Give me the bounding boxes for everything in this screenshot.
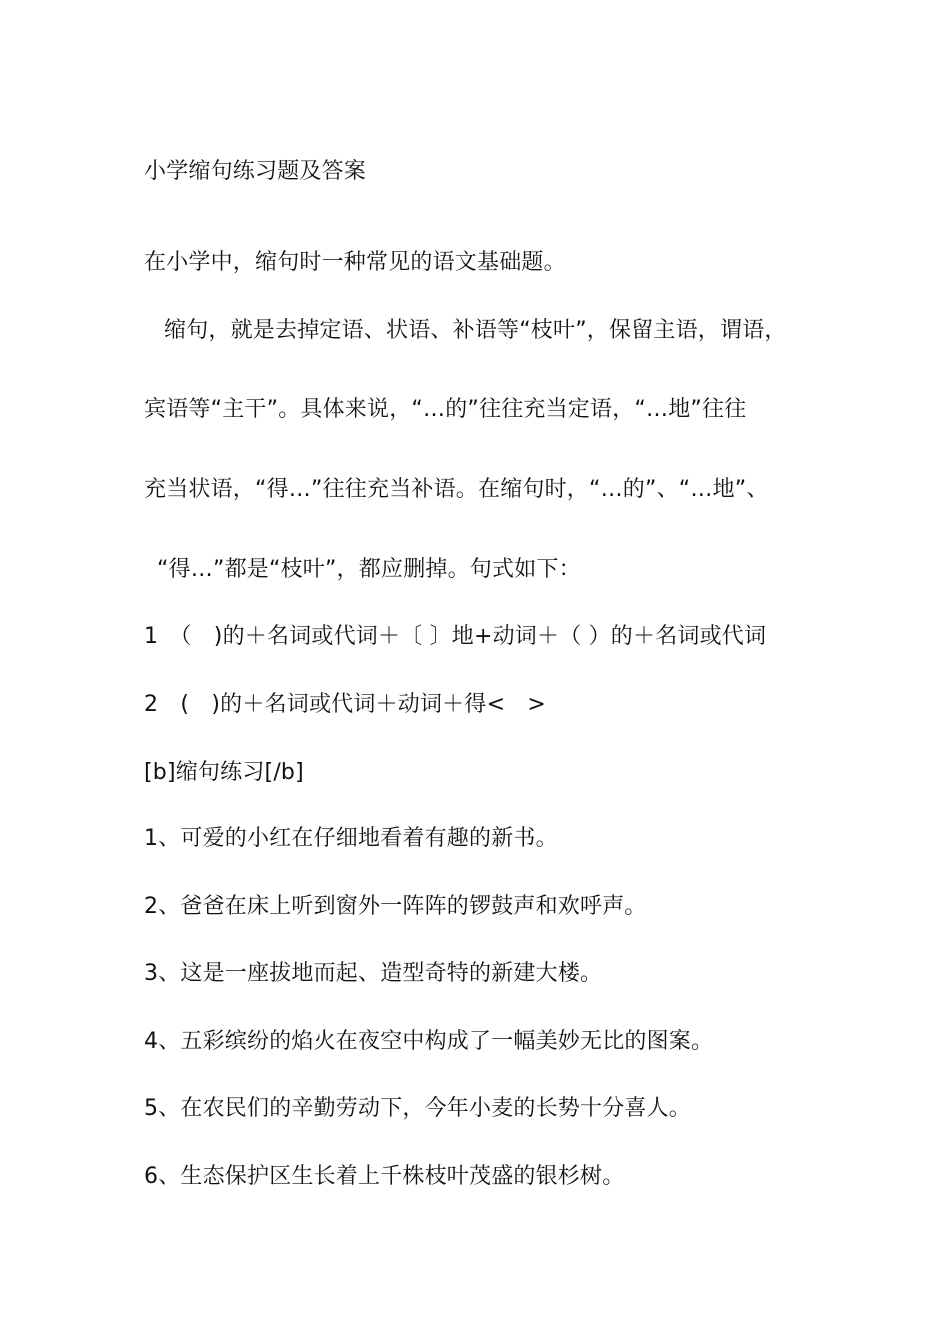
sentence-pattern-1: 1 （ )的＋名词或代词＋〔 〕地+动词＋（ ）的＋名词或代词 [144, 624, 767, 649]
exercise-item: 2、爸爸在床上听到窗外一阵阵的锣鼓声和欢呼声。 [144, 894, 647, 919]
exercise-item: 1、可爱的小红在仔细地看着有趣的新书。 [144, 826, 558, 851]
paragraph-line-2: 宾语等“主干”。具体来说，“…的”往往充当定语，“…地”往往 [144, 397, 747, 422]
exercise-item: 4、五彩缤纷的焰火在夜空中构成了一幅美妙无比的图案。 [144, 1029, 714, 1054]
paragraph-line-1: 缩句，就是去掉定语、状语、补语等“枝叶”，保留主语，谓语， [164, 318, 787, 343]
section-heading: [b]缩句练习[/b] [144, 760, 304, 785]
intro-text: 在小学中，缩句时一种常见的语文基础题。 [144, 250, 566, 275]
sentence-pattern-2: 2 ( )的＋名词或代词＋动词＋得< > [144, 692, 547, 717]
paragraph-line-4: “得…”都是“枝叶”，都应删掉。句式如下： [157, 557, 581, 582]
exercise-item: 3、这是一座拔地而起、造型奇特的新建大楼。 [144, 961, 603, 986]
document-title: 小学缩句练习题及答案 [144, 159, 367, 184]
exercise-item: 5、在农民们的辛勤劳动下，今年小麦的长势十分喜人。 [144, 1096, 691, 1121]
exercise-item: 6、生态保护区生长着上千株枝叶茂盛的银杉树。 [144, 1164, 625, 1189]
paragraph-line-3: 充当状语，“得…”往往充当补语。在缩句时，“…的”、“…地”、 [144, 477, 769, 502]
